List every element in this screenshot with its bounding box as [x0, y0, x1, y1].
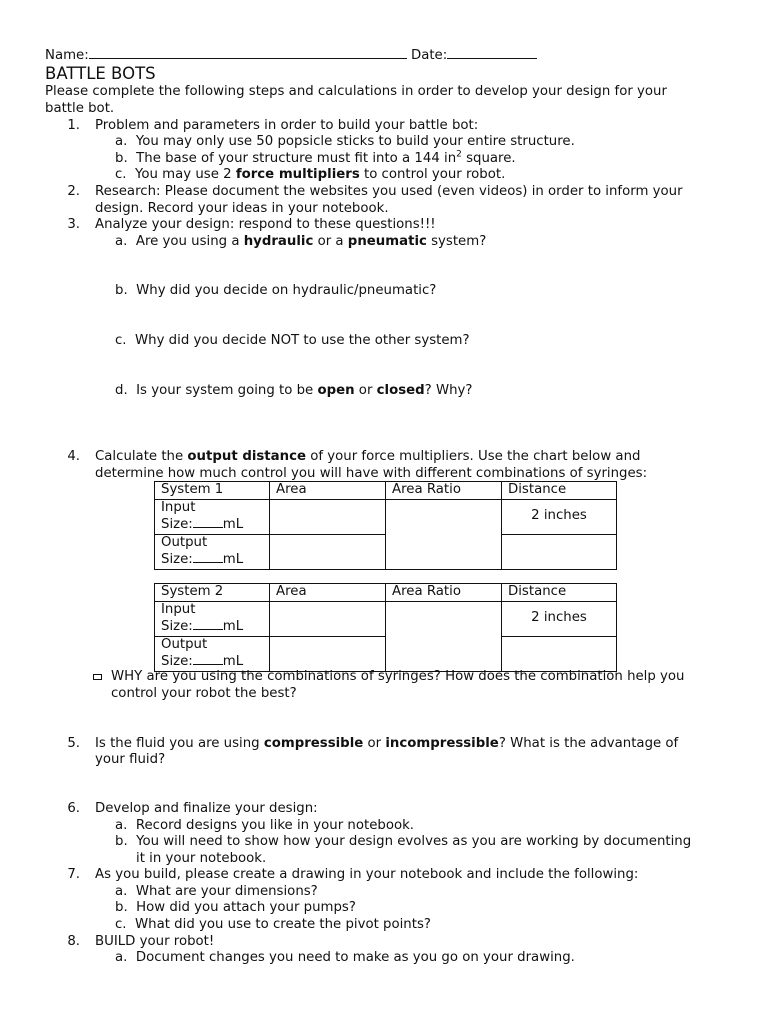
header-area-ratio: Area Ratio [386, 584, 502, 602]
input-label: Input [161, 499, 196, 515]
size-label: Size: [161, 517, 193, 533]
item-4-post: of your force multipliers. Use the chart below and [306, 449, 641, 464]
header-distance: Distance [502, 584, 617, 602]
letter-a: a. [115, 134, 128, 149]
size-label: Size: [161, 619, 193, 635]
why-line-2: control your robot the best? [111, 686, 297, 701]
item-3d-bold-2: closed [376, 383, 425, 398]
item-7a [115, 884, 318, 901]
letter-a: a. [115, 884, 128, 899]
name-field[interactable] [89, 46, 407, 59]
item-5-line-2: your fluid? [95, 752, 166, 767]
name-date-line [45, 46, 537, 65]
size-blank[interactable] [193, 618, 223, 630]
item-4-bold: output distance [187, 449, 307, 464]
item-5-pre: Is the fluid you are using [95, 736, 264, 751]
item-7b [115, 900, 356, 917]
item-3c-text: Why did you decide NOT to use the other system? [135, 333, 470, 348]
item-8-text: BUILD your robot! [95, 934, 215, 949]
item-3d [115, 383, 472, 400]
item-7-number: 7. [67, 867, 80, 882]
item-3-number: 3. [67, 217, 80, 232]
item-3a [115, 234, 486, 251]
letter-b: b. [115, 283, 128, 298]
intro-line-2: battle bot. [45, 101, 115, 116]
item-6b [115, 834, 691, 851]
unit-label: mL [222, 552, 244, 568]
item-5-bold-1: compressible [263, 736, 364, 751]
output-distance-cell[interactable] [502, 534, 617, 569]
item-5-number: 5. [67, 736, 80, 751]
unit-label: mL [222, 517, 244, 533]
item-1c-post: to control your robot. [359, 167, 506, 182]
item-3-text: Analyze your design: respond to these questions!!! [95, 217, 436, 232]
item-3c [115, 333, 470, 350]
item-5-line-1 [95, 736, 678, 753]
item-1a-text: You may only use 50 popsicle sticks to build your entire structure. [135, 134, 575, 149]
table-header-row [155, 584, 617, 602]
input-area-cell[interactable] [270, 499, 386, 534]
size-blank[interactable] [193, 653, 223, 665]
item-7-text: As you build, please create a drawing in your notebook and include the following: [95, 867, 639, 882]
item-2-line-2: design. Record your ideas in your notebook. [95, 201, 389, 216]
letter-a: a. [115, 234, 128, 249]
item-4-number: 4. [67, 449, 80, 464]
item-1c-pre: You may use 2 [135, 167, 236, 182]
item-8-number: 8. [67, 934, 80, 949]
item-1b-post: square. [461, 151, 516, 166]
letter-c: c. [115, 333, 127, 348]
letter-d: d. [115, 383, 128, 398]
item-3d-post: ? Why? [424, 383, 473, 398]
output-distance-cell[interactable] [502, 636, 617, 671]
area-ratio-cell[interactable] [386, 601, 502, 671]
item-1b [115, 151, 516, 168]
input-distance-cell: 2 inches [502, 601, 617, 636]
item-8a [115, 950, 575, 967]
item-6b-text: You will need to show how your design evolves as you are working by documenting [136, 834, 692, 849]
letter-c: c. [115, 917, 127, 932]
item-3a-mid: or a [313, 234, 348, 249]
header-system: System 1 [155, 482, 270, 500]
item-6-text: Develop and finalize your design: [95, 801, 318, 816]
input-size-cell[interactable] [155, 499, 270, 534]
item-7c-text: What did you use to create the pivot points? [135, 917, 431, 932]
output-label: Output [161, 534, 208, 550]
header-area-ratio: Area Ratio [386, 482, 502, 500]
item-1c-bold: force multipliers [235, 167, 360, 182]
item-6a [115, 818, 414, 835]
item-2-line-1: Research: Please document the websites you used (even videos) in order to inform your [95, 184, 683, 199]
intro-line-1: Please complete the following steps and calculations in order to develop your design for your [45, 84, 667, 99]
size-label: Size: [161, 654, 193, 670]
letter-a: a. [115, 818, 128, 833]
input-distance-cell: 2 inches [502, 499, 617, 534]
item-3a-post: system? [426, 234, 487, 249]
item-4-line-1 [95, 449, 640, 466]
output-size-cell[interactable] [155, 636, 270, 671]
input-area-cell[interactable] [270, 601, 386, 636]
item-6a-text: Record designs you like in your notebook. [135, 818, 415, 833]
input-label: Input [161, 601, 196, 617]
table-row-input [155, 499, 617, 534]
system-1-table [154, 481, 617, 570]
header-system: System 2 [155, 584, 270, 602]
area-ratio-cell[interactable] [386, 499, 502, 569]
square-bullet-icon [93, 674, 102, 680]
item-1b-text: The base of your structure must fit into a 144 in [136, 151, 457, 166]
item-3d-mid: or [354, 383, 377, 398]
letter-b: b. [115, 834, 128, 849]
item-5-bold-2: incompressible [385, 736, 499, 751]
table-row-input [155, 601, 617, 636]
item-1c [115, 167, 505, 184]
why-bullet [93, 669, 102, 686]
input-size-cell[interactable] [155, 601, 270, 636]
item-1-number: 1. [67, 118, 80, 133]
item-3a-bold-2: pneumatic [347, 234, 427, 249]
header-area: Area [270, 482, 386, 500]
header-area: Area [270, 584, 386, 602]
item-6b-line-2: it in your notebook. [136, 851, 267, 866]
size-blank[interactable] [193, 516, 223, 528]
table-header-row [155, 482, 617, 500]
output-label: Output [161, 636, 208, 652]
item-1a [115, 134, 575, 151]
item-2-number: 2. [67, 184, 80, 199]
letter-a: a. [115, 950, 128, 965]
item-7a-text: What are your dimensions? [135, 884, 318, 899]
date-field[interactable] [447, 46, 537, 59]
output-area-cell[interactable] [270, 636, 386, 671]
item-3a-pre: Are you using a [135, 234, 244, 249]
output-size-cell[interactable] [155, 534, 270, 569]
letter-c: c. [115, 167, 127, 182]
output-area-cell[interactable] [270, 534, 386, 569]
letter-b: b. [115, 900, 128, 915]
item-7c [115, 917, 431, 934]
item-3b [115, 283, 436, 300]
item-7b-text: How did you attach your pumps? [136, 900, 356, 915]
unit-label: mL [222, 654, 244, 670]
unit-label: mL [222, 619, 244, 635]
page-title: BATTLE BOTS [45, 64, 156, 83]
item-4-line-2: determine how much control you will have with different combinations of syringes: [95, 466, 648, 481]
system-2-table [154, 583, 617, 672]
item-3a-bold-1: hydraulic [243, 234, 314, 249]
item-4-pre: Calculate the [95, 449, 188, 464]
header-distance: Distance [502, 482, 617, 500]
item-8a-text: Document changes you need to make as you go on your drawing. [135, 950, 575, 965]
date-label: Date: [410, 48, 448, 63]
letter-b: b. [115, 151, 128, 166]
why-line-1: WHY are you using the combinations of syringes? How does the combination help you [111, 669, 685, 684]
item-5-post: ? What is the advantage of [498, 736, 679, 751]
superscript-2: 2 [456, 149, 462, 160]
item-1-text: Problem and parameters in order to build your battle bot: [95, 118, 479, 133]
name-label: Name: [45, 48, 89, 63]
item-3d-pre: Is your system going to be [136, 383, 318, 398]
item-5-mid: or [363, 736, 386, 751]
size-blank[interactable] [193, 551, 223, 563]
item-3d-bold-1: open [317, 383, 355, 398]
item-3b-text: Why did you decide on hydraulic/pneumatic? [136, 283, 437, 298]
size-label: Size: [161, 552, 193, 568]
item-6-number: 6. [67, 801, 80, 816]
